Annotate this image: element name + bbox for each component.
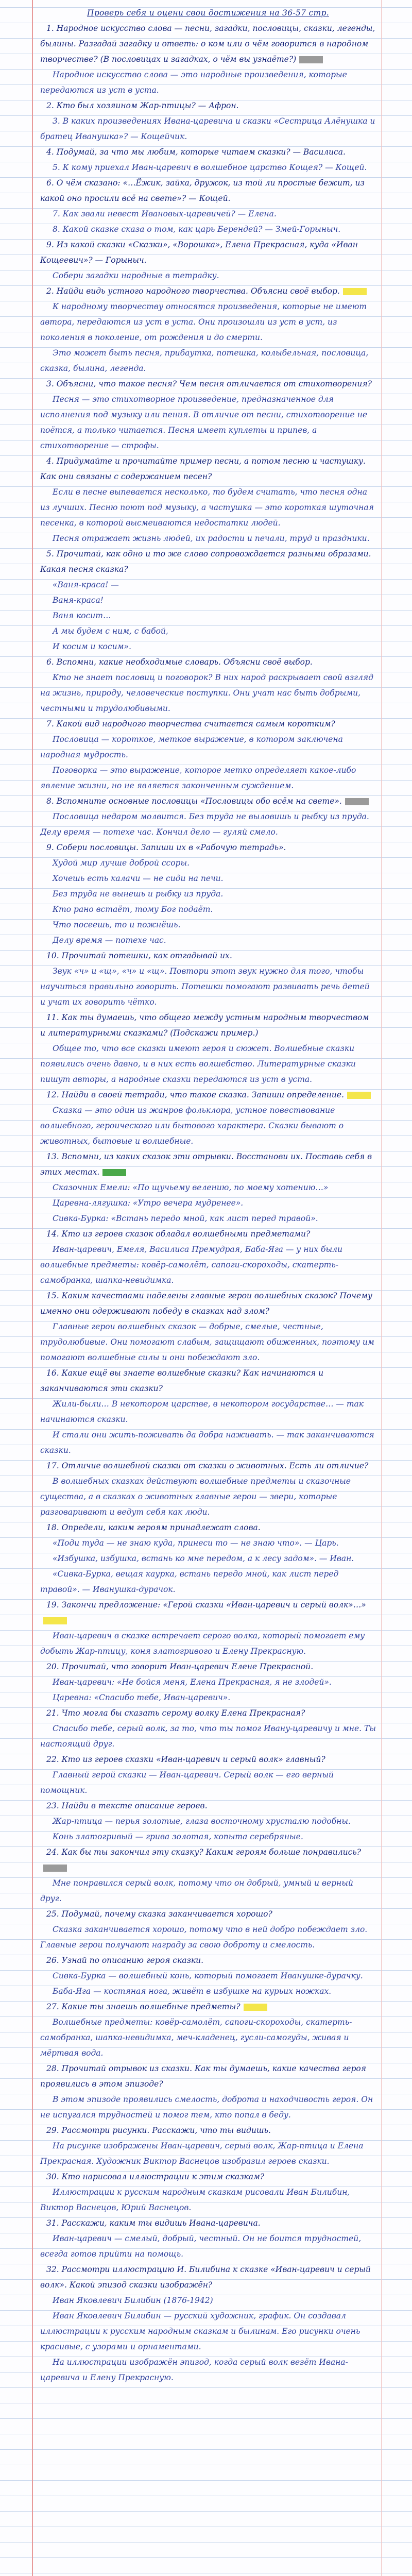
task-question-text: 14. Кто из героев сказок обладал волшебными предметами? bbox=[46, 1229, 311, 1239]
task-answer: 7. Как звали невест Ивановых-царевичей? — Елена. bbox=[53, 209, 277, 218]
task-question-text: 27. Какие ты знаешь волшебные предметы? bbox=[46, 2002, 241, 2011]
task-answer: Мне понравился серый волк, потому что он добрый, умный и верный друг. bbox=[40, 1878, 353, 1903]
task-answer: А мы будем с ним, с бабой, bbox=[53, 626, 168, 636]
task-block bbox=[40, 2262, 376, 2385]
task-question bbox=[40, 1226, 376, 1242]
task-question-text: 4. Придумайте и прочитайте пример песни, а потом песню и частушку. Как они связаны с содержанием песен? bbox=[40, 456, 366, 481]
task-answer: Хочешь есть калачи — не сиди на печи. bbox=[53, 874, 224, 883]
task-block bbox=[40, 716, 376, 793]
task-block bbox=[40, 793, 376, 840]
task-answer: Сивка-Бурка: «Встань передо мной, как лист перед травой». bbox=[53, 1214, 318, 1223]
task-block bbox=[40, 175, 376, 237]
task-question bbox=[40, 283, 376, 299]
task-question bbox=[40, 1149, 376, 1180]
task-question bbox=[40, 840, 376, 855]
task-answer: Иван-царевич — смелый, добрый, честный. Он не боится трудностей, всегда готов прийти на помощь. bbox=[40, 2234, 362, 2259]
margin-line bbox=[32, 0, 33, 2576]
highlight-mark bbox=[343, 288, 367, 295]
task-answer: Царевна-лягушка: «Утро вечера мудренее». bbox=[53, 1198, 244, 1208]
task-answer: На иллюстрации изображён эпизод, когда серый волк везёт Ивана-царевича и Елену Прекрасную. bbox=[40, 2358, 348, 2382]
task-question bbox=[40, 948, 376, 963]
task-question-text: 10. Прочитай потешки, как отгадывай их. bbox=[46, 951, 232, 960]
task-block bbox=[40, 1906, 376, 1953]
task-block bbox=[40, 237, 376, 283]
task-answer: Конь златогривый — грива золотая, копыта серебряные. bbox=[53, 1832, 303, 1841]
task-question-text: 30. Кто нарисовал иллюстрации к этим сказкам? bbox=[46, 2172, 265, 2181]
task-question-text: 6. Вспомни, какие необходимые словарь. Объясни своё выбор. bbox=[46, 657, 313, 667]
task-answer: Пословица недаром молвится. Без труда не выловишь и рыбку из пруда. Делу время — потехе час. Кончил дело — гуляй смело. bbox=[40, 812, 369, 837]
task-question-text: 8. Вспомните основные пословицы «Пословицы обо всём на свете». bbox=[46, 796, 342, 806]
task-question bbox=[40, 1597, 376, 1628]
task-answer: Собери загадки народные в тетрадку. bbox=[53, 271, 219, 280]
task-block bbox=[40, 1705, 376, 1752]
task-question bbox=[40, 237, 376, 268]
task-question-text: 31. Расскажи, каким ты видишь Ивана-царевича. bbox=[46, 2218, 261, 2228]
task-answer: Ваня косит… bbox=[53, 611, 111, 620]
highlight-mark bbox=[345, 798, 369, 805]
task-answer: Худой мир лучше доброй ссоры. bbox=[53, 858, 190, 868]
task-question bbox=[40, 1520, 376, 1535]
task-question-text: 11. Как ты думаешь, что общего между устным народным творчеством и литературными сказками? (Подскажи пример.) bbox=[40, 1013, 369, 1038]
task-block bbox=[40, 840, 376, 948]
task-question-text: 20. Прочитай, что говорит Иван-царевич Елене Прекрасной. bbox=[46, 1662, 314, 1671]
task-question bbox=[40, 144, 376, 160]
task-block bbox=[40, 546, 376, 654]
task-question-text: 3. Объясни, что такое песня? Чем песня отличается от стихотворения? bbox=[46, 379, 372, 388]
task-question bbox=[40, 2123, 376, 2138]
task-answer: Звук «ч» и «щ», «ч» и «щ». Повтори этот звук нужно для того, чтобы научиться правильно говорить. Потешки помогают развивать речь детей и учат их говорить чётко. bbox=[40, 967, 370, 1007]
task-answer: Сказка — это один из жанров фольклора, устное повествование волшебного, героического или бытового характера. Сказки бывают о животных, бытовые и волшебные. bbox=[40, 1106, 344, 1146]
task-question-text: 18. Определи, каким героям принадлежат слова. bbox=[46, 1523, 261, 1532]
task-answer: Общее то, что все сказки имеют героя и сюжет. Волшебные сказки появились очень давно, и в них есть волшебство. Литературные сказки пишут авторы, а народные сказки передаются из уст в уста. bbox=[40, 1044, 356, 1084]
task-block bbox=[40, 2169, 376, 2215]
task-answer: Пословица — короткое, меткое выражение, в котором заключена народная мудрость. bbox=[40, 735, 343, 759]
task-answer: Иллюстрации к русским народным сказкам рисовали Иван Билибин, Виктор Васнецов, Юрий Васнецов. bbox=[40, 2188, 350, 2212]
highlight-mark bbox=[347, 1092, 371, 1099]
task-question bbox=[40, 453, 376, 484]
task-block bbox=[40, 21, 376, 98]
task-answer: Песня — это стихотворное произведение, предназначенное для исполнения под музыку или пения. В отличие от песни, стихотворение не поётся, а только читается. Песня имеет куплеты и припев, а стихотворение — строфы. bbox=[40, 395, 368, 450]
task-question-text: 28. Прочитай отрывок из сказки. Как ты думаешь, какие качества героя проявились в этом эпизоде? bbox=[40, 2064, 366, 2089]
task-question bbox=[40, 1458, 376, 1473]
task-answer: И стали они жить-поживать да добра наживать. — так заканчиваются сказки. bbox=[40, 1430, 374, 1455]
highlight-mark bbox=[102, 1169, 126, 1176]
task-answer: «Ваня-краса! — bbox=[53, 580, 119, 589]
task-question bbox=[40, 1752, 376, 1767]
task-answer: Иван-царевич в сказке встречает серого волка, который помогает ему добыть Жар-птицу, коня златогривого и Елену Прекрасную. bbox=[40, 1631, 365, 1656]
task-question-text: 32. Рассмотри иллюстрацию И. Билибина к сказке «Иван-царевич и серый волк». Какой эпизод сказки изображён? bbox=[40, 2265, 371, 2290]
task-answer: 8. Какой сказке сказа о том, как царь Берендей? — Змей-Горыныч. bbox=[53, 225, 341, 234]
task-question bbox=[40, 793, 376, 809]
task-answer: К народному творчеству относятся произведения, которые не имеют автора, передаются из уст в уста. Они произошли из уст в уст, из поколения в поколение, от рождения и до смерти. bbox=[40, 302, 367, 342]
task-question-text: 26. Узнай по описанию героя сказки. bbox=[46, 1956, 204, 1965]
task-answer: Ваня-краса! bbox=[53, 596, 104, 605]
task-answer: Народное искусство слова — это народные произведения, которые передаются из уст в уста. bbox=[40, 70, 347, 95]
task-answer: Иван-царевич: «Не бойся меня, Елена Прекрасная, я не злодей». bbox=[53, 1677, 332, 1687]
task-answer: Спасибо тебе, серый волк, за то, что ты помог Ивану-царевичу и мне. Ты настоящий друг. bbox=[40, 1724, 376, 1749]
task-question bbox=[40, 1953, 376, 1968]
task-answer: Волшебные предметы: ковёр-самолёт, сапоги-скороходы, скатерть-самобранка, шапка-невидимка, меч-кладенец, гусли-самогуды, живая и мёртвая вода. bbox=[40, 2018, 352, 2058]
task-question bbox=[40, 1288, 376, 1319]
task-block bbox=[40, 283, 376, 376]
task-answer: Главные герои волшебных сказок — добрые, смелые, честные, трудолюбивые. Они помогают слабым, защищают обиженных, поэтому им помогают волшебные силы и они побеждают зло. bbox=[40, 1322, 374, 1362]
task-question bbox=[40, 1087, 376, 1103]
task-answer: На рисунке изображены Иван-царевич, серый волк, Жар-птица и Елена Прекрасная. Художник Виктор Васнецов изобразил героев сказки. bbox=[40, 2141, 364, 2166]
task-question-text: 29. Рассмотри рисунки. Расскажи, что ты видишь. bbox=[46, 2126, 271, 2135]
task-block bbox=[40, 2123, 376, 2169]
task-answer: Главный герой сказки — Иван-царевич. Серый волк — его верный помощник. bbox=[40, 1770, 334, 1795]
task-block bbox=[40, 1365, 376, 1458]
task-block bbox=[40, 1953, 376, 1999]
task-answer: «Избушка, избушка, встань ко мне передом, а к лесу задом». — Иван. bbox=[53, 1554, 354, 1563]
task-answer: «Сивка-Бурка, вещая каурка, встань передо мной, как лист перед травой». — Иванушка-дурачок. bbox=[40, 1569, 339, 1594]
task-question bbox=[40, 1798, 376, 1814]
task-answer: Если в песне выпевается несколько, то будем считать, что песня одна из лучших. Песню поют под музыку, а частушка — это короткая шуточная песенка, в которой высмеиваются недостатки людей. bbox=[40, 487, 374, 528]
task-question bbox=[40, 376, 376, 392]
task-question bbox=[40, 1010, 376, 1041]
task-question-text: 6. О чём сказано: «…Ёжик, зайка, дружок, из той ли простые бежит, из какой оно просили всё на свете»? — Кощей. bbox=[40, 178, 365, 203]
task-answer: Делу время — потехе час. bbox=[53, 936, 166, 945]
task-answer: «Поди туда — не знаю куда, принеси то — не знаю что». — Царь. bbox=[53, 1538, 339, 1548]
highlight-mark bbox=[43, 1617, 67, 1624]
task-block bbox=[40, 1752, 376, 1798]
task-question bbox=[40, 1705, 376, 1721]
task-answer: Без труда не вынешь и рыбку из пруда. bbox=[53, 889, 224, 899]
task-answer: Песня отражает жизнь людей, их радости и печали, труд и праздники. bbox=[53, 534, 370, 543]
task-answer: Поговорка — это выражение, которое метко определяет какое-либо явление жизни, но не является законченным суждением. bbox=[40, 766, 356, 790]
task-block bbox=[40, 1226, 376, 1288]
task-answer: Кто рано встаёт, тому Бог подаёт. bbox=[53, 905, 213, 914]
task-question-text: 5. Прочитай, как одно и то же слово сопровождается разными образами. Какая песня сказка? bbox=[40, 549, 371, 574]
task-question-text: 21. Что могла бы сказать серому волку Елена Прекрасная? bbox=[46, 1708, 305, 1718]
task-block bbox=[40, 376, 376, 453]
task-question-text: 2. Кто был хозяином Жар-птицы? — Афрон. bbox=[46, 101, 239, 110]
task-question-text: 25. Подумай, почему сказка заканчивается хорошо? bbox=[46, 1909, 272, 1919]
task-block bbox=[40, 98, 376, 144]
task-block bbox=[40, 1999, 376, 2061]
task-question-text: 22. Кто из героев сказки «Иван-царевич и серый волк» главный? bbox=[46, 1755, 325, 1764]
task-question-text: 17. Отличие волшебной сказки от сказки о животных. Есть ли отличие? bbox=[46, 1461, 369, 1470]
task-block bbox=[40, 1458, 376, 1520]
task-question bbox=[40, 2262, 376, 2293]
highlight-mark bbox=[299, 56, 323, 63]
task-block bbox=[40, 1288, 376, 1365]
task-question bbox=[40, 98, 376, 113]
task-answer: Баба-Яга — костяная нога, живёт в избушке на курьих ножках. bbox=[53, 1987, 332, 1996]
task-answer: В волшебных сказках действуют волшебные предметы и сказочные существа, а в сказках о животных главные герои — звери, которые разговаривают и ведут себя как люди. bbox=[40, 1477, 351, 1517]
task-question bbox=[40, 2169, 376, 2184]
task-answer: Иван Яковлевич Билибин (1876-1942) bbox=[53, 2296, 213, 2305]
task-question-text: 4. Подумай, за что мы любим, которые читаем сказки? — Василиса. bbox=[46, 147, 346, 157]
task-answer: В этом эпизоде проявились смелость, доброта и находчивость героя. Он не испугался трудностей и помог тем, кто попал в беду. bbox=[40, 2095, 373, 2120]
task-question-text: 9. Собери пословицы. Запиши их в «Рабочую тетрадь». bbox=[46, 843, 286, 852]
task-answer: Что посеешь, то и пожнёшь. bbox=[53, 920, 181, 929]
task-question bbox=[40, 1999, 376, 2014]
task-question-text: 7. Какой вид народного творчества считается самым коротким? bbox=[46, 719, 335, 728]
task-question-text: 19. Закончи предложение: «Герой сказки «Иван-царевич и серый волк»…» bbox=[46, 1600, 366, 1609]
notebook-content bbox=[40, 0, 376, 2385]
task-question-text: 15. Каким качествами наделены главные герои волшебных сказок? Почему именно они одерживают победу в сказках над злом? bbox=[40, 1291, 372, 1316]
task-block bbox=[40, 1087, 376, 1149]
task-answer: Сказка заканчивается хорошо, потому что в ней добро побеждает зло. Главные герои получают награду за свою доброту и смелость. bbox=[40, 1925, 368, 1950]
task-block bbox=[40, 1659, 376, 1705]
task-block bbox=[40, 1010, 376, 1087]
task-question-text: 9. Из какой сказки «Сказки», «Ворошка», Елена Прекрасная, куда «Иван Кощеевич»? — Горыныч. bbox=[40, 240, 358, 265]
task-question bbox=[40, 1365, 376, 1396]
task-block bbox=[40, 144, 376, 175]
task-block bbox=[40, 1597, 376, 1659]
task-block bbox=[40, 654, 376, 716]
task-answer: И косим и косим». bbox=[53, 642, 131, 651]
task-block bbox=[40, 2061, 376, 2123]
task-answer: Царевна: «Спасибо тебе, Иван-царевич». bbox=[53, 1693, 231, 1702]
margin-line-right bbox=[381, 0, 382, 2576]
task-block bbox=[40, 2215, 376, 2262]
task-answer: 3. В каких произведениях Ивана-царевича и сказки «Сестрица Алёнушка и братец Иванушка»? — Кощейчик. bbox=[40, 116, 375, 141]
task-answer: Иван Яковлевич Билибин — русский художник, график. Он создавал иллюстрации к русским народным сказкам и былинам. Его рисунки очень красивые, с узорами и орнаментами. bbox=[40, 2311, 360, 2351]
task-block bbox=[40, 1798, 376, 1844]
task-question-text: 13. Вспомни, из каких сказок эти отрывки. Восстанови их. Поставь себя в этих местах. bbox=[40, 1152, 372, 1177]
task-answer: Сивка-Бурка — волшебный конь, который помогает Иванушке-дурачку. bbox=[53, 1971, 363, 1980]
task-answer: 5. К кому приехал Иван-царевич в волшебное царство Кощея? — Кощей. bbox=[53, 163, 367, 172]
task-question bbox=[40, 654, 376, 670]
task-question bbox=[40, 1844, 376, 1875]
task-question bbox=[40, 716, 376, 732]
task-question bbox=[40, 2061, 376, 2092]
task-question-text: 23. Найди в тексте описание героев. bbox=[46, 1801, 208, 1810]
task-answer: Это может быть песня, прибаутка, потешка, колыбельная, пословица, сказка, былина, легенда. bbox=[40, 348, 369, 373]
task-question bbox=[40, 175, 376, 206]
task-block bbox=[40, 1844, 376, 1906]
highlight-mark bbox=[43, 1865, 67, 1872]
task-answer: Кто не знает пословиц и поговорок? В них народ раскрывает свой взгляд на жизнь, природу, человеческие поступки. Они учат нас быть добрыми, честными и трудолюбивыми. bbox=[40, 673, 373, 713]
task-block bbox=[40, 948, 376, 1010]
task-question bbox=[40, 21, 376, 67]
task-question bbox=[40, 546, 376, 577]
task-question-text: 1. Народное искусство слова — песни, загадки, пословицы, сказки, легенды, былины. Разгадай загадку и ответь: о ком или о чём говорится в народном творчестве? (В пословицах и загадках, о чём вы узнаёте?) bbox=[40, 24, 375, 64]
task-question-text: 16. Какие ещё вы знаете волшебные сказки? Как начинаются и заканчиваются эти сказки? bbox=[40, 1368, 324, 1393]
highlight-mark bbox=[244, 2004, 267, 2011]
task-answer: Сказочник Емели: «По щучьему велению, по моему хотению…» bbox=[53, 1183, 329, 1192]
task-block bbox=[40, 1520, 376, 1597]
task-answer: Жили-были… В некотором царстве, в некотором государстве… — так начинаются сказки. bbox=[40, 1399, 364, 1424]
task-question bbox=[40, 2215, 376, 2231]
task-question bbox=[40, 1659, 376, 1674]
task-answer: Иван-царевич, Емеля, Василиса Премудрая, Баба-Яга — у них были волшебные предметы: ковёр-самолёт, сапоги-скороходы, скатерть-самобранка, шапка-невидимка. bbox=[40, 1245, 342, 1285]
task-question bbox=[40, 1906, 376, 1922]
task-question-text: 24. Как бы ты закончил эту сказку? Каким героям больше понравились? bbox=[46, 1848, 361, 1857]
page-header: Проверь себя и оцени свои достижения на 36-57 стр. bbox=[87, 8, 329, 18]
task-block bbox=[40, 453, 376, 546]
task-question-text: 12. Найди в своей тетради, что такое сказка. Запиши определение. bbox=[46, 1090, 344, 1099]
task-question-text: 2. Найди видь устного народного творчества. Объясни своё выбор. bbox=[46, 286, 340, 296]
task-answer: Жар-птица — перья золотые, глаза восточному хрусталю подобны. bbox=[53, 1817, 351, 1826]
task-block bbox=[40, 1149, 376, 1226]
